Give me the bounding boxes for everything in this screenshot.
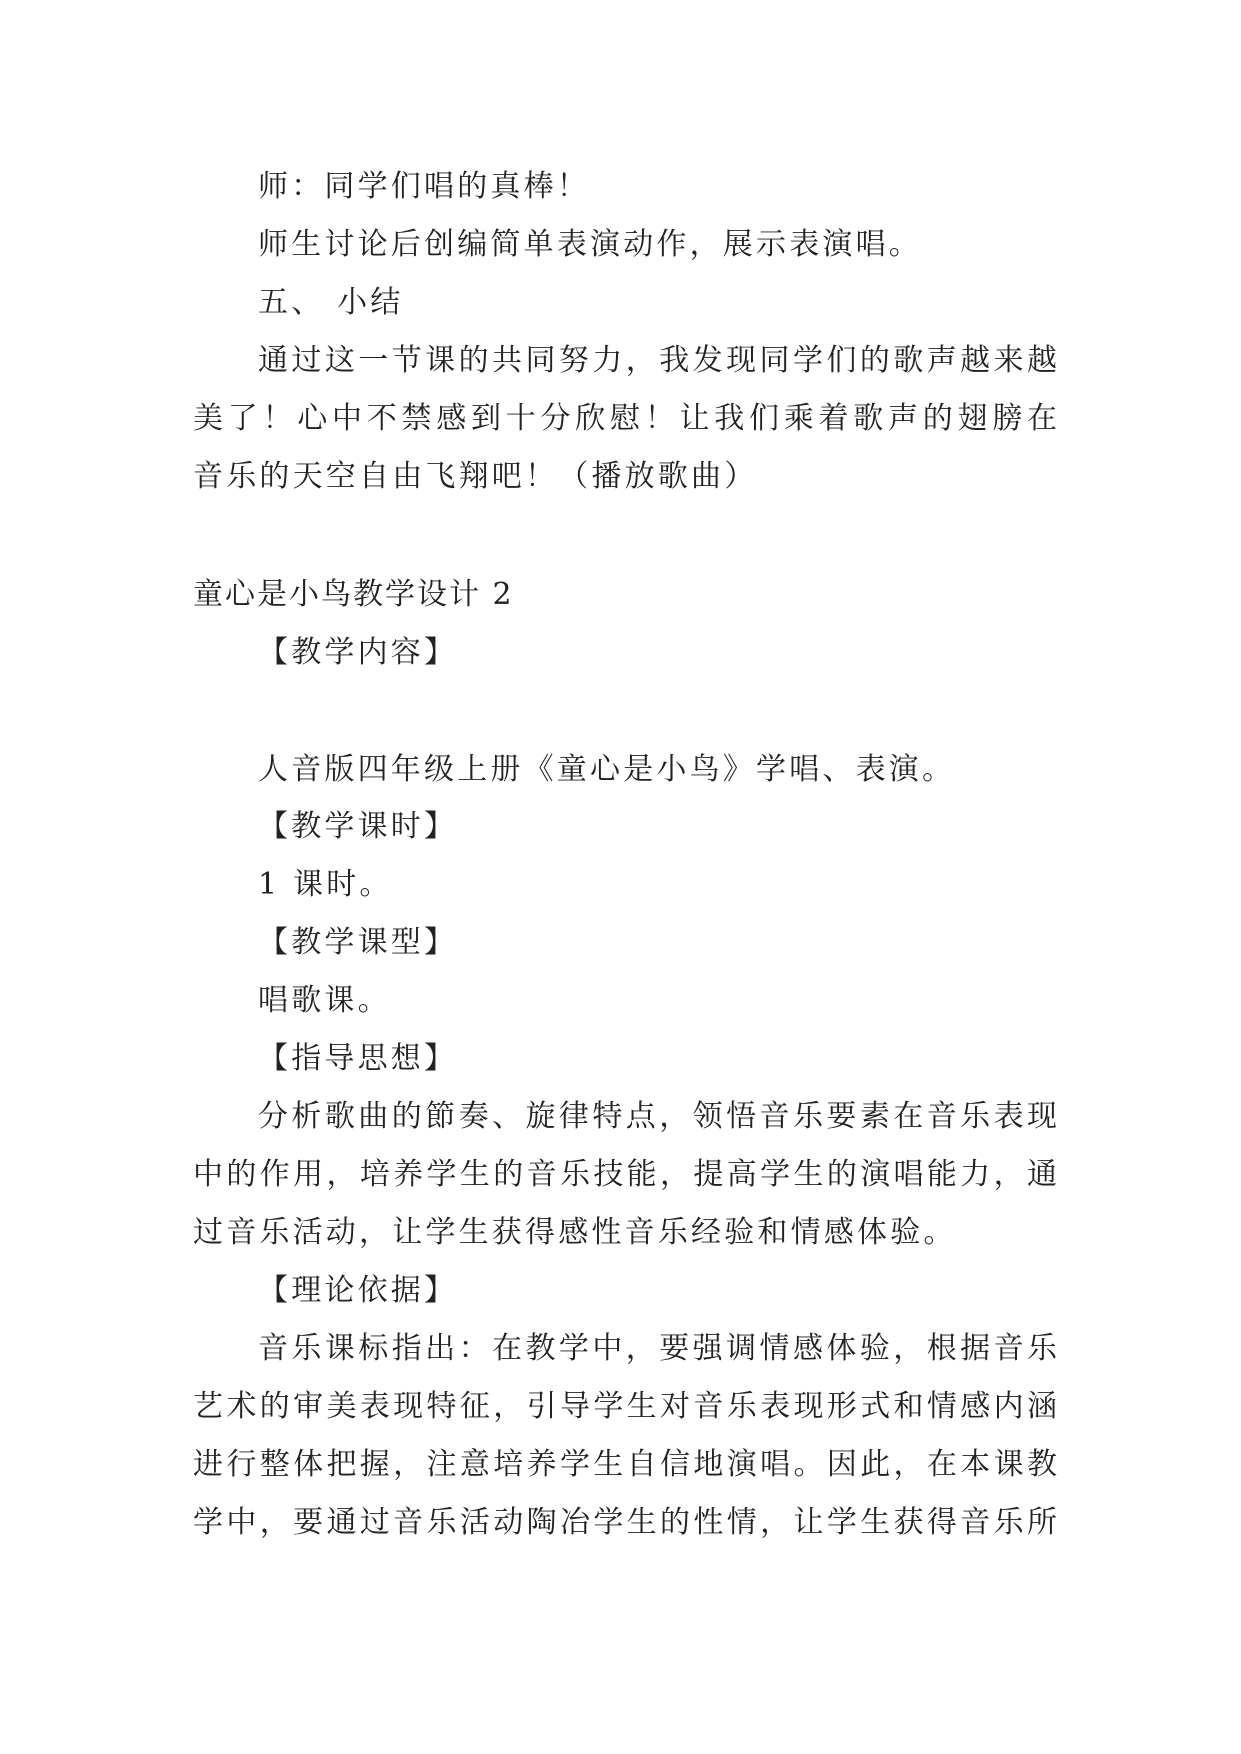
theory-basis-line-4: 学中，要通过音乐活动陶冶学生的性情，让学生获得音乐所 <box>193 1505 1057 1540</box>
lesson-type-text: 唱歌课。 <box>258 983 391 1018</box>
teaching-hours-heading: 【教学课时】 <box>258 809 458 844</box>
guiding-idea-line-3: 过音乐活动，让学生获得感性音乐经验和情感体验。 <box>193 1215 957 1250</box>
theory-basis-line-2: 艺术的审美表现特征，引导学生对音乐表现形式和情感内涵 <box>193 1389 1057 1424</box>
teacher-praise-line: 师：同学们唱的真棒！ <box>258 169 590 204</box>
discussion-line: 师生讨论后创编简单表演动作，展示表演唱。 <box>258 227 922 262</box>
lesson-type-heading: 【教学课型】 <box>258 925 458 960</box>
summary-line-3: 音乐的天空自由飞翔吧！（播放歌曲） <box>193 459 758 494</box>
summary-line-2: 美了！心中不禁感到十分欣慰！让我们乘着歌声的翅膀在 <box>193 401 1057 436</box>
teaching-content-heading: 【教学内容】 <box>258 635 458 670</box>
section-title: 童心是小鸟教学设计 2 <box>193 577 514 612</box>
theory-basis-heading: 【理论依据】 <box>258 1273 458 1308</box>
summary-heading: 五、 小结 <box>258 285 404 320</box>
teaching-hours-text: 1 课时。 <box>258 867 393 902</box>
guiding-idea-line-2: 中的作用，培养学生的音乐技能，提高学生的演唱能力，通 <box>193 1157 1057 1192</box>
summary-line-1: 通过这一节课的共同努力，我发现同学们的歌声越来越 <box>258 343 1057 378</box>
theory-basis-line-1: 音乐课标指出：在教学中，要强调情感体验，根据音乐 <box>258 1331 1057 1366</box>
guiding-idea-line-1: 分析歌曲的節奏、旋律特点，领悟音乐要素在音乐表现 <box>258 1099 1057 1134</box>
theory-basis-line-3: 进行整体把握，注意培养学生自信地演唱。因此，在本课教 <box>193 1447 1057 1482</box>
teaching-content-text: 人音版四年级上册《童心是小鸟》学唱、表演。 <box>258 752 956 787</box>
guiding-idea-heading: 【指导思想】 <box>258 1041 458 1076</box>
